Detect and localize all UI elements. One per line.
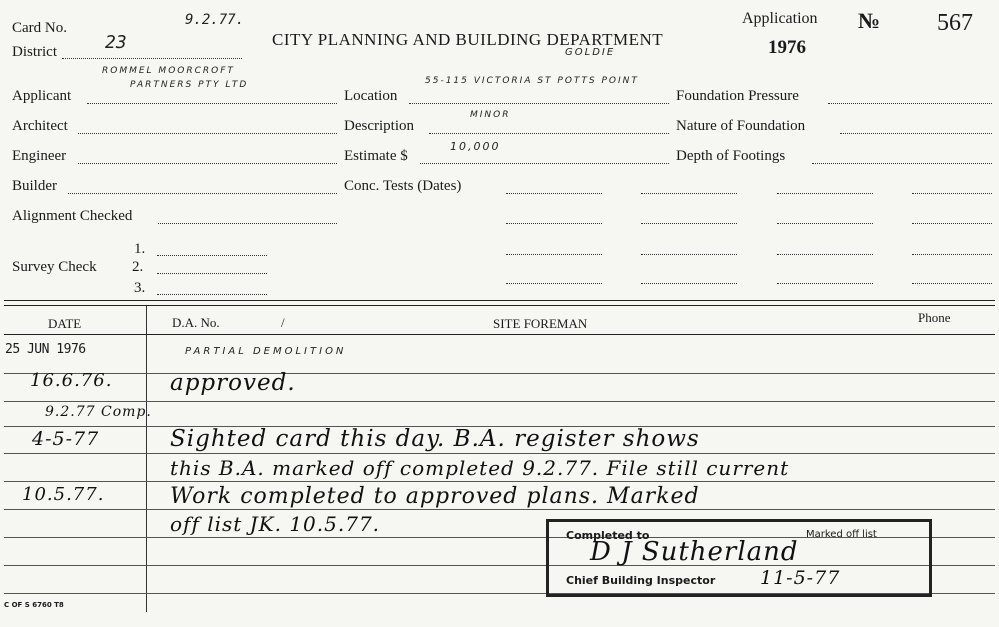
conc-dotted-r1c1 xyxy=(506,193,602,194)
conc-dotted-r4c4 xyxy=(912,283,992,284)
conc-dotted-r1c2 xyxy=(641,193,737,194)
date-header: DATE xyxy=(48,316,82,331)
conc-dotted-r2c1 xyxy=(506,223,602,224)
table-row-entry: Work completed to approved plans. Marked xyxy=(170,484,700,509)
conc-dotted-r3c3 xyxy=(777,254,873,255)
foundation-pressure-dotted-line xyxy=(828,103,992,104)
table-row-date: 16.6.76. xyxy=(30,370,113,391)
conc-dotted-r4c2 xyxy=(641,283,737,284)
builder-dotted-line xyxy=(68,193,337,194)
survey-dotted-1 xyxy=(157,255,267,256)
conc-dotted-r2c4 xyxy=(912,223,992,224)
applicant-label: Applicant xyxy=(12,88,72,104)
table-line xyxy=(4,373,995,374)
table-line xyxy=(4,481,995,482)
department-note: GOLDIE xyxy=(565,47,616,58)
builder-label: Builder xyxy=(12,178,57,194)
district-label: District xyxy=(12,44,57,60)
survey-number-1: 1. xyxy=(134,241,146,257)
table-row-date: 9.2.77 Comp. xyxy=(45,404,152,420)
architect-label: Architect xyxy=(12,118,68,134)
applicant-line-2: PARTNERS PTY LTD xyxy=(130,80,249,90)
depth-dotted-line xyxy=(812,163,992,164)
table-line xyxy=(4,401,995,402)
conc-dotted-r3c4 xyxy=(912,254,992,255)
conc-dotted-r3c2 xyxy=(641,254,737,255)
form-code: C OF S 6760 T8 xyxy=(4,601,64,609)
engineer-dotted-line xyxy=(78,163,337,164)
location-dotted-line xyxy=(409,103,669,104)
table-row-entry: approved. xyxy=(170,370,296,396)
estimate-label: Estimate $ xyxy=(344,148,408,164)
table-top-rule-2 xyxy=(4,305,995,306)
da-no-slash: / xyxy=(281,315,285,330)
stamp-plans-label: Marked off list xyxy=(806,529,877,540)
nature-dotted-line xyxy=(840,133,992,134)
table-line xyxy=(4,509,995,510)
stamp-inspector-label: Chief Building Inspector xyxy=(566,574,716,587)
description-value: MINOR xyxy=(470,110,511,120)
site-foreman-header: SITE FOREMAN xyxy=(493,316,588,331)
card-no-value: 9.2.77. xyxy=(185,12,245,28)
department-title: CITY PLANNING AND BUILDING DEPARTMENT xyxy=(272,30,664,49)
survey-number-2: 2. xyxy=(132,259,144,275)
architect-dotted-line xyxy=(78,133,337,134)
conc-dotted-r2c3 xyxy=(777,223,873,224)
number-sign: № xyxy=(858,8,881,33)
conc-dotted-r1c4 xyxy=(912,193,992,194)
depth-of-footings-label: Depth of Footings xyxy=(676,148,786,164)
conc-tests-label: Conc. Tests (Dates) xyxy=(344,178,462,194)
table-top-rule-1 xyxy=(4,300,995,301)
date-column-divider xyxy=(146,306,147,612)
stamp-date: 11-5-77 xyxy=(760,567,841,589)
location-label: Location xyxy=(344,88,398,104)
survey-number-3: 3. xyxy=(134,280,146,296)
table-row-entry: PARTIAL DEMOLITION xyxy=(185,346,347,357)
table-row-entry: this B.A. marked off completed 9.2.77. File still current xyxy=(170,456,790,480)
nature-of-foundation-label: Nature of Foundation xyxy=(676,118,806,134)
stamp-signature: D J Sutherland xyxy=(590,537,799,567)
conc-dotted-r4c1 xyxy=(506,283,602,284)
card-no-label: Card No. xyxy=(12,20,67,36)
table-line xyxy=(4,453,995,454)
survey-dotted-2 xyxy=(157,273,267,274)
alignment-dotted-line xyxy=(158,223,337,224)
table-row-entry: off list JK. 10.5.77. xyxy=(170,512,381,536)
conc-dotted-r1c3 xyxy=(777,193,873,194)
estimate-dotted-line xyxy=(420,163,669,164)
da-no-header: D.A. No. xyxy=(172,315,220,330)
application-label: Application xyxy=(742,10,818,27)
applicant-dotted-line xyxy=(87,103,337,104)
survey-dotted-3 xyxy=(157,294,267,295)
district-dotted-line xyxy=(62,58,242,59)
phone-header: Phone xyxy=(918,310,951,325)
conc-dotted-r3c1 xyxy=(506,254,602,255)
location-value: 55-115 VICTORIA ST POTTS POINT xyxy=(425,76,639,86)
stamp-completed-to: Completed to xyxy=(566,529,650,542)
table-row-date: 25 JUN 1976 xyxy=(5,342,86,357)
foundation-pressure-label: Foundation Pressure xyxy=(676,88,799,104)
table-row-date: 10.5.77. xyxy=(22,484,105,505)
conc-dotted-r4c3 xyxy=(777,283,873,284)
district-value: 23 xyxy=(105,32,127,53)
conc-dotted-r2c2 xyxy=(641,223,737,224)
table-row-entry: Sighted card this day. B.A. register shows xyxy=(170,426,700,452)
application-number: 567 xyxy=(937,10,973,36)
applicant-line-1: ROMMEL MOORCROFT xyxy=(102,66,235,76)
table-row-date: 4-5-77 xyxy=(32,428,100,450)
alignment-label: Alignment Checked xyxy=(12,208,133,224)
survey-check-label: Survey Check xyxy=(12,259,97,275)
description-dotted-line xyxy=(429,133,669,134)
engineer-label: Engineer xyxy=(12,148,67,164)
estimate-value: 10,000 xyxy=(450,140,501,153)
description-label: Description xyxy=(344,118,414,134)
application-year: 1976 xyxy=(768,37,806,58)
table-header-rule xyxy=(4,334,995,335)
